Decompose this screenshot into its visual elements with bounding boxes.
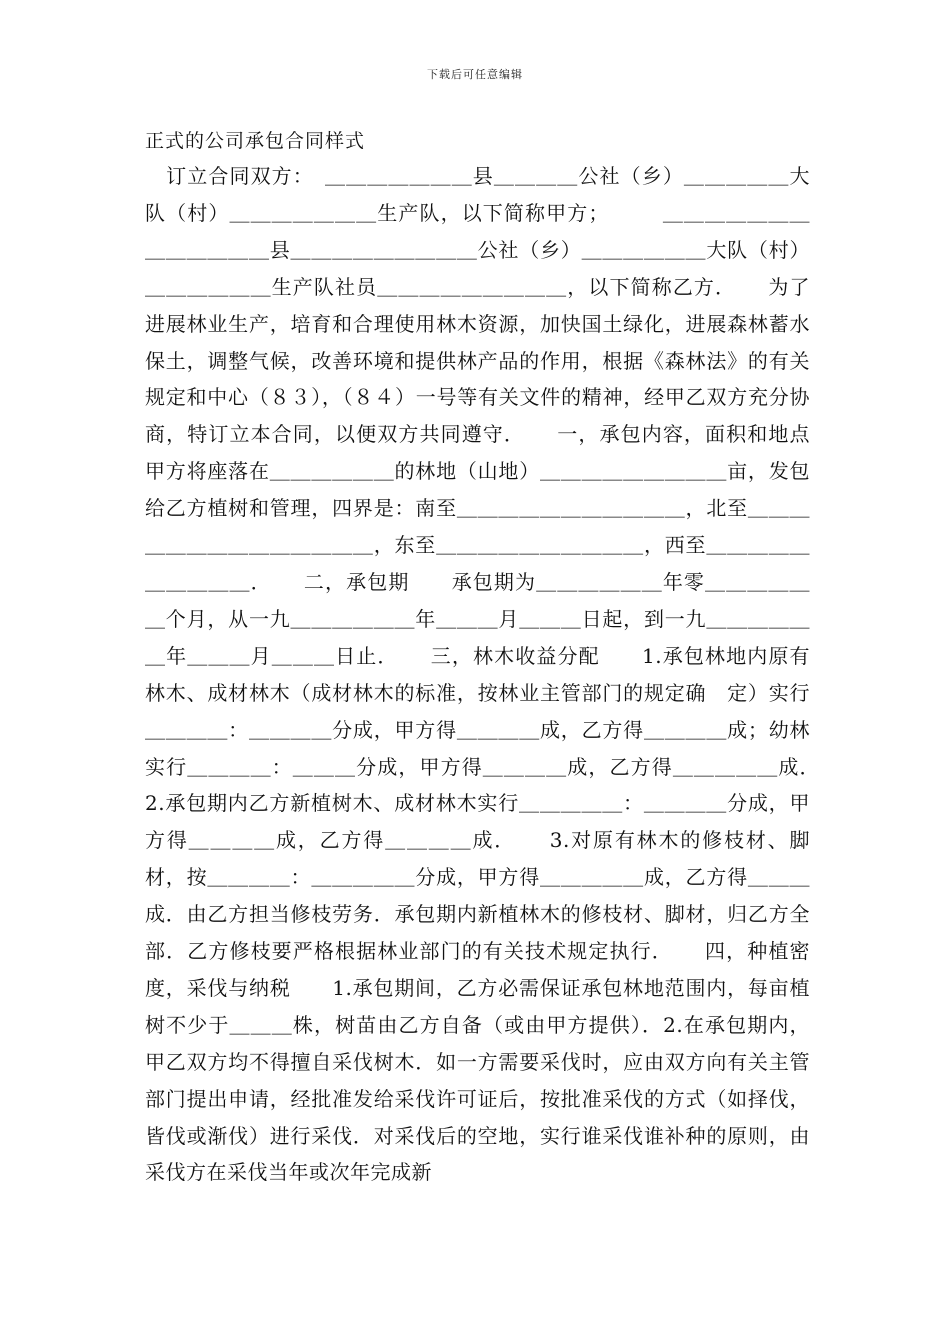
page-header-note: 下载后可任意编辑 xyxy=(427,68,523,81)
document-body-text: 订立合同双方： ＿＿＿＿＿＿＿县＿＿＿＿公社（乡）＿＿＿＿＿大队（村）＿＿＿＿＿＿＿生产队，以下简称甲方； ＿＿＿＿＿＿＿＿＿＿＿＿＿县＿＿＿＿＿＿＿＿＿公社（乡）＿＿＿＿＿＿大队（村）＿＿＿＿＿＿生产队社员＿＿＿＿＿＿＿＿＿，以下简称乙方． 为了进展林业生产，培育和合理使用林木资源，加快国土绿化，进展森林蓄水保土，调整气候，改善环境和提供林产品的作用，根据《森林法》的有关规定和中心（８３），（８４）一号等有关文件的精神，经甲乙双方充分协商，特订立本合同，以便双方共同遵守． 一，承包内容，面积和地点 甲方将座落在＿＿＿＿＿＿的林地（山地）＿＿＿＿＿＿＿＿＿亩，发包给乙方植树和管理，四界是：南至＿＿＿＿＿＿＿＿＿＿＿，北至＿＿＿＿＿＿＿＿＿＿＿＿＿＿，东至＿＿＿＿＿＿＿＿＿＿，西至＿＿＿＿＿＿＿＿＿＿． 二，承包期 承包期为＿＿＿＿＿＿年零＿＿＿＿＿＿个月，从一九＿＿＿＿＿＿年＿＿＿月＿＿＿日起，到一九＿＿＿＿＿＿年＿＿＿月＿＿＿日止． 三，林木收益分配 1.承包林地内原有林木、成材林木（成材林木的标准，按林业主管部门的规定确 定）实行＿＿＿＿：＿＿＿＿分成，甲方得＿＿＿＿成，乙方得＿＿＿＿成；幼林实行＿＿＿＿：＿＿＿分成，甲方得＿＿＿＿成，乙方得＿＿＿＿＿成． 2.承包期内乙方新植树木、成材林木实行＿＿＿＿＿：＿＿＿＿分成，甲方得＿＿＿＿成，乙方得＿＿＿＿成． 3.对原有林木的修枝材、脚材，按＿＿＿＿：＿＿＿＿＿分成，甲方得＿＿＿＿＿成，乙方得＿＿＿成．由乙方担当修枝劳务．承包期内新植林木的修枝材、脚材，归乙方全部．乙方修枝要严格根据林业部门的有关技术规定执行． 四，种植密度，采伐与纳税 1.承包期间，乙方必需保证承包林地范围内，每亩植树不少于＿＿＿株，树苗由乙方自备（或由甲方提供）．2.在承包期内，甲乙双方均不得擅自采伐树木．如一方需要采伐时，应由双方向有关主管部门提出申请，经批准发给采伐许可证后，按批准采伐的方式（如择伐，皆伐或渐伐）进行采伐．对采伐后的空地，实行谁采伐谁补种的原则，由采伐方在采伐当年或次年完成新 xyxy=(145,164,851,1185)
document-title: 正式的公司承包合同样式 xyxy=(145,130,366,152)
